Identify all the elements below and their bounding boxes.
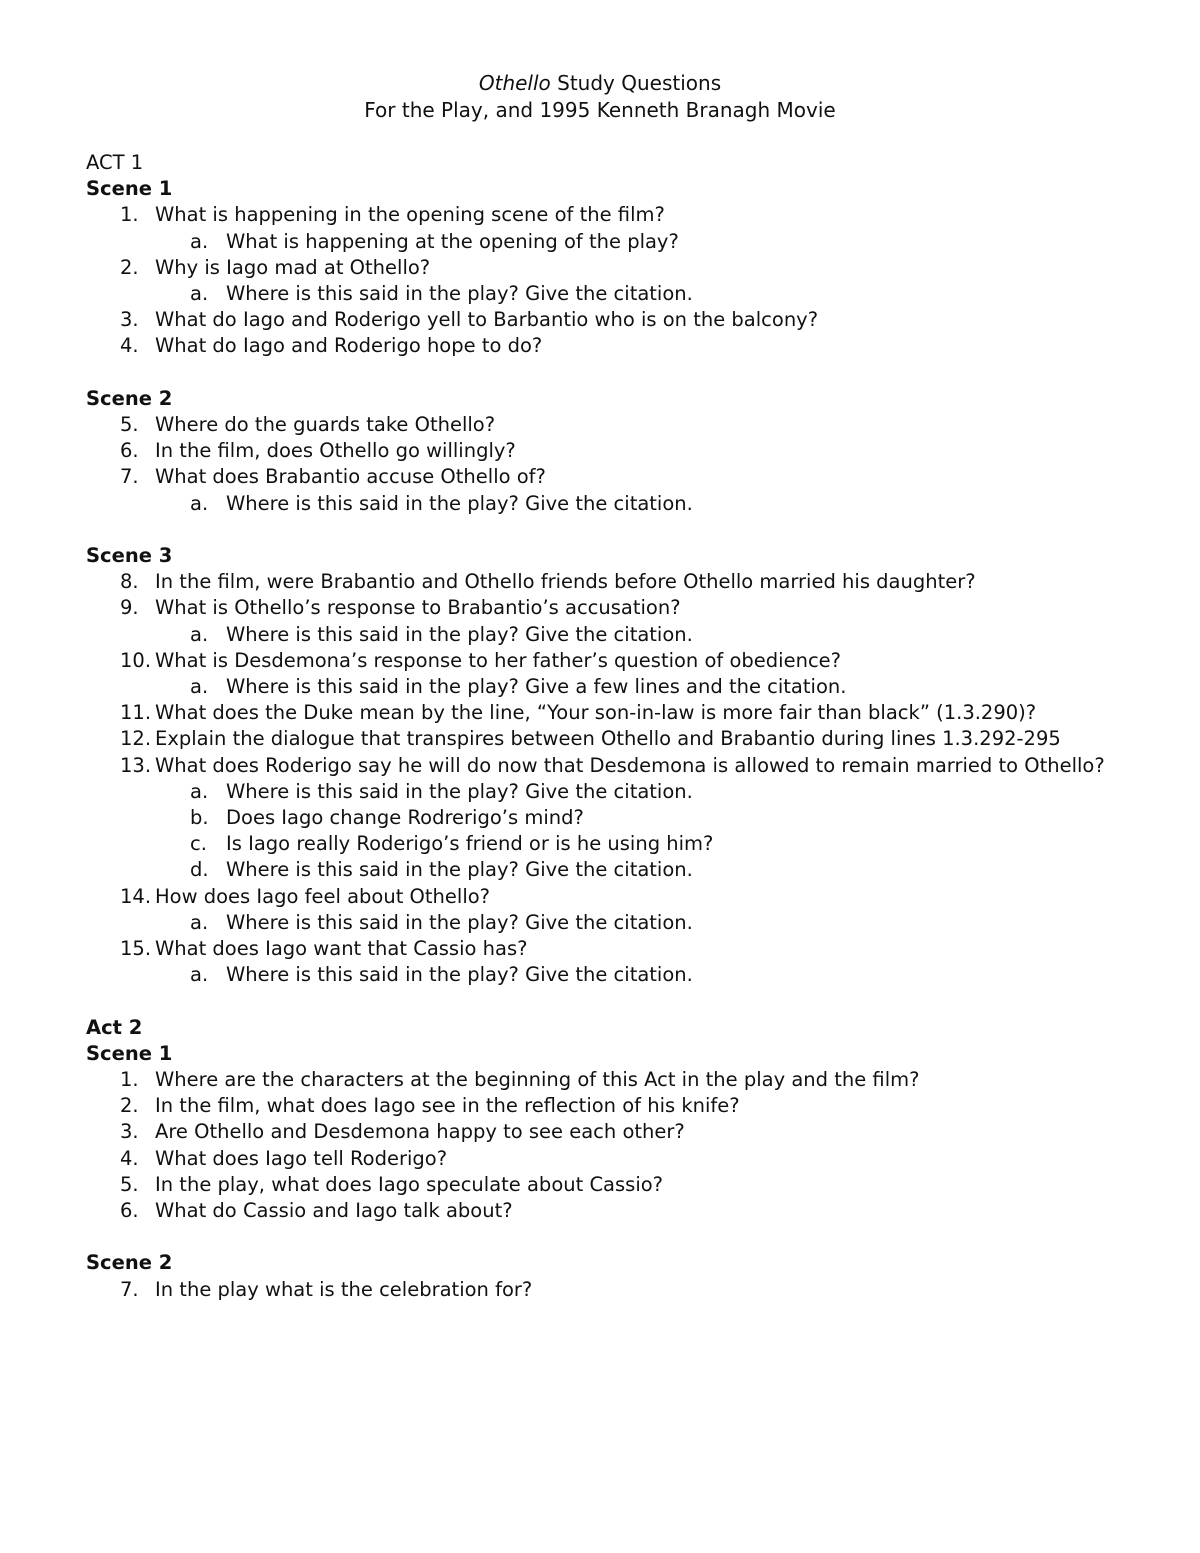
question-item: [86, 202, 1146, 228]
question-number: 1.: [120, 203, 139, 227]
act-1-scene-1-list: [86, 202, 1146, 359]
question-item: [86, 438, 1146, 464]
question-text: Where is this said in the play? Give the citation.: [226, 622, 693, 646]
question-item: [86, 412, 1146, 438]
question-item: [86, 726, 1146, 752]
sub-question-item: [86, 622, 1146, 648]
question-number: 2.: [120, 1094, 139, 1118]
question-text: In the film, were Brabantio and Othello friends before Othello married his daughter?: [155, 570, 976, 594]
act-2-scene-2-list: [86, 1277, 1146, 1303]
sub-question-item: [86, 805, 1146, 831]
question-text: What does Brabantio accuse Othello of?: [155, 465, 546, 489]
question-text: What do Iago and Roderigo yell to Barbantio who is on the balcony?: [155, 308, 819, 332]
question-text: Is Iago really Roderigo’s friend or is he using him?: [226, 832, 714, 856]
question-number: 8.: [120, 570, 139, 594]
act-1-scene-2-heading: Scene 2: [86, 386, 173, 410]
act-2-scene-1-heading: Scene 1: [86, 1041, 173, 1065]
question-text: Why is Iago mad at Othello?: [155, 255, 431, 279]
question-number: 12.: [120, 727, 152, 751]
sub-question-letter: d.: [190, 858, 209, 882]
title-rest: Study Questions: [550, 71, 722, 95]
document-body: [86, 150, 1146, 1303]
title-italic: Othello: [478, 71, 551, 95]
spacer: [86, 360, 1146, 386]
question-text: What does Iago tell Roderigo?: [155, 1146, 448, 1170]
question-item: [86, 884, 1146, 910]
question-number: 15.: [120, 937, 152, 960]
question-text: What is happening in the opening scene of the film?: [155, 203, 665, 227]
question-number: 4.: [120, 334, 139, 358]
act-1-scene-1-heading: Scene 1: [86, 177, 173, 201]
spacer: [86, 988, 1146, 1014]
question-text: In the film, what does Iago see in the reflection of his knife?: [155, 1094, 740, 1118]
document-title-block: [0, 70, 1200, 124]
question-text: What do Iago and Roderigo hope to do?: [155, 334, 543, 358]
sub-question-item: [86, 281, 1146, 307]
sub-question-letter: a.: [190, 963, 209, 987]
question-text: What do Cassio and Iago talk about?: [155, 1198, 513, 1222]
sub-question-letter: a.: [190, 229, 209, 253]
question-item: [86, 1119, 1146, 1145]
question-item: [86, 1093, 1146, 1119]
act-1-scene-3-heading: Scene 3: [86, 543, 173, 567]
question-item: [86, 1067, 1146, 1093]
question-number: 13.: [120, 753, 152, 777]
question-number: 6.: [120, 1198, 139, 1222]
question-number: 7.: [120, 465, 139, 489]
question-text: Where is this said in the play? Give the citation.: [226, 910, 693, 934]
question-number: 4.: [120, 1146, 139, 1170]
question-number: 14.: [120, 884, 152, 908]
sub-question-letter: a.: [190, 910, 209, 934]
question-number: 2.: [120, 255, 139, 279]
document-title: [0, 70, 1200, 97]
question-item: [86, 307, 1146, 333]
question-number: 3.: [120, 308, 139, 332]
sub-question-letter: a.: [190, 281, 209, 305]
question-text: Where are the characters at the beginning of this Act in the play and the film?: [155, 1067, 920, 1091]
sub-question-item: [86, 779, 1146, 805]
sub-question-letter: a.: [190, 779, 209, 803]
question-number: 5.: [120, 1172, 139, 1196]
question-item: [86, 569, 1146, 595]
question-number: 5.: [120, 412, 139, 436]
sub-question-item: [86, 831, 1146, 857]
question-text: Where is this said in the play? Give the citation.: [226, 858, 693, 882]
sub-question-letter: c.: [190, 832, 207, 856]
question-item: [86, 1146, 1146, 1172]
question-text: What is Othello’s response to Brabantio’s accusation?: [155, 596, 681, 620]
question-item: [86, 1277, 1146, 1303]
sub-question-item: [86, 910, 1146, 936]
question-number: 1.: [120, 1067, 139, 1091]
question-number: 7.: [120, 1277, 139, 1301]
question-item: [86, 255, 1146, 281]
sub-question-item: [86, 857, 1146, 883]
question-text: Explain the dialogue that transpires between Othello and Brabantio during lines 1.3.292-295: [155, 727, 1061, 751]
question-item: [86, 1172, 1146, 1198]
sub-question-item: [86, 674, 1146, 700]
question-text: Are Othello and Desdemona happy to see each other?: [155, 1120, 685, 1144]
act-2-scene-1-list: [86, 1067, 1146, 1224]
question-number: 6.: [120, 439, 139, 463]
question-item: [86, 464, 1146, 490]
question-text: What does Iago want that Cassio has?: [155, 937, 528, 960]
act-1-scene-2-list: [86, 412, 1146, 517]
question-item: [86, 648, 1146, 674]
act-1-heading: ACT 1: [86, 151, 144, 174]
sub-question-item: [86, 491, 1146, 517]
question-item: [86, 700, 1146, 726]
sub-question-letter: b.: [190, 805, 209, 829]
sub-question-letter: a.: [190, 622, 209, 646]
question-text: Does Iago change Rodrerigo’s mind?: [226, 805, 584, 829]
question-text: In the film, does Othello go willingly?: [155, 439, 516, 463]
question-item: [86, 595, 1146, 621]
question-text: What is happening at the opening of the play?: [226, 229, 679, 253]
question-number: 9.: [120, 596, 139, 620]
question-text: What does the Duke mean by the line, “Your son-in-law is more fair than black” (1.3.290)?: [155, 701, 1037, 725]
sub-question-letter: a.: [190, 491, 209, 515]
act-2-heading: Act 2: [86, 1015, 143, 1039]
question-text: What is Desdemona’s response to her father’s question of obedience?: [155, 648, 842, 672]
question-number: 11.: [120, 701, 152, 725]
question-text: Where is this said in the play? Give the citation.: [226, 963, 693, 987]
question-item: [86, 333, 1146, 359]
question-number: 3.: [120, 1120, 139, 1144]
question-text: In the play, what does Iago speculate about Cassio?: [155, 1172, 664, 1196]
question-text: What does Roderigo say he will do now that Desdemona is allowed to remain married to Othello?: [155, 753, 1105, 777]
document-subtitle: For the Play, and 1995 Kenneth Branagh Movie: [364, 98, 836, 122]
spacer: [86, 517, 1146, 543]
question-text: Where is this said in the play? Give the citation.: [226, 281, 693, 305]
act-1-scene-3-list: [86, 569, 1146, 988]
sub-question-item: [86, 229, 1146, 255]
question-text: In the play what is the celebration for?: [155, 1277, 533, 1301]
question-text: Where is this said in the play? Give the citation.: [226, 491, 693, 515]
question-item: [86, 1198, 1146, 1224]
question-text: Where is this said in the play? Give a few lines and the citation.: [226, 674, 847, 698]
question-text: How does Iago feel about Othello?: [155, 884, 491, 908]
question-text: Where do the guards take Othello?: [155, 412, 496, 436]
sub-question-item: [86, 962, 1146, 988]
sub-question-letter: a.: [190, 674, 209, 698]
spacer: [86, 1224, 1146, 1250]
question-text: Where is this said in the play? Give the citation.: [226, 779, 693, 803]
question-item: [86, 936, 1146, 962]
act-2-scene-2-heading: Scene 2: [86, 1251, 173, 1275]
question-item: [86, 753, 1146, 779]
question-number: 10.: [120, 648, 152, 672]
